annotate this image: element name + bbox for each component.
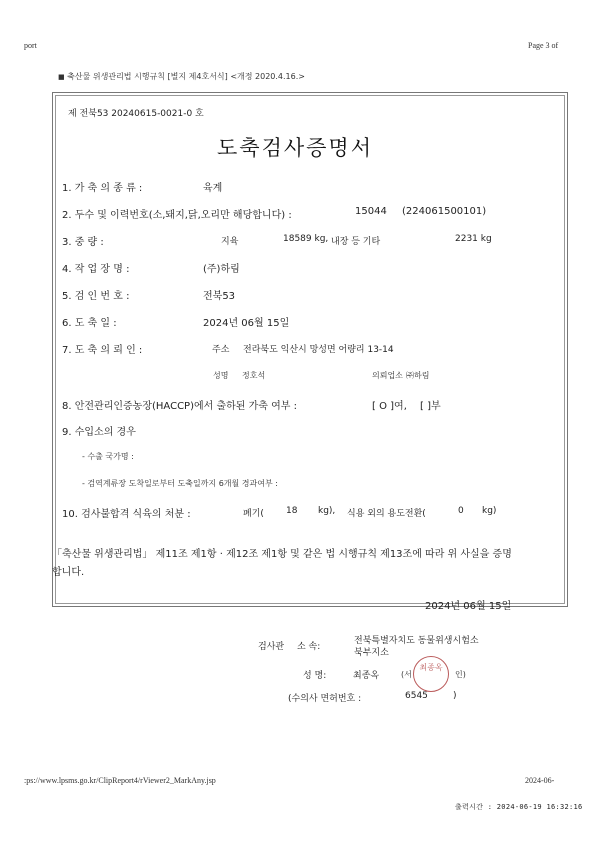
- regulation-text: 축산물 위생관리법 시행규칙 [별지 제4호서식] <개정 2020.4.16.>: [67, 72, 305, 81]
- item-3-extra: 내장 등 기타: [331, 237, 381, 247]
- item-9-period: - 검역계류장 도착일로부터 도축일까지 6개월 경과여부 :: [82, 479, 278, 488]
- doc-number: 제 전북53 20240615-0021-0 호: [68, 109, 204, 119]
- inspector-label: 검사관: [258, 642, 285, 652]
- item-10-discard-label: 폐기(: [243, 509, 264, 519]
- print-footer-date: 2024-06-: [525, 776, 555, 785]
- item-6-label: 6. 도 축 일 :: [62, 318, 117, 329]
- item-8-no: [ ]부: [420, 401, 441, 412]
- print-header-right: Page 3 of: [528, 41, 559, 50]
- item-7-address: 전라북도 익산시 망성면 어량리 13-14: [243, 345, 394, 355]
- item-7-company: ㈜하림: [406, 371, 430, 380]
- item-6-value: 2024년 06월 15일: [203, 318, 290, 329]
- item-3-weight: 18589 kg,: [283, 234, 329, 244]
- item-10-other-unit: kg): [482, 506, 497, 516]
- page-title: 도축검사증명서: [217, 136, 374, 160]
- square-marker-icon: ■: [58, 73, 65, 81]
- inspector-name-label: 성 명:: [303, 671, 327, 681]
- item-5-label: 5. 검 인 번 호 :: [62, 291, 130, 302]
- item-3-extra-weight: 2231 kg: [455, 234, 492, 244]
- inspector-org-label: 소 속:: [297, 642, 321, 652]
- official-seal-stamp: 최종옥: [413, 656, 449, 692]
- item-7-name: 정호석: [242, 371, 266, 380]
- item-2-count: 15044: [355, 206, 387, 217]
- item-2-trace: (224061500101): [402, 206, 487, 217]
- item-10-other-value: 0: [458, 506, 464, 516]
- item-9-label: 9. 수입소의 경우: [62, 427, 136, 438]
- license-label: (수의사 면허번호 :: [288, 694, 362, 704]
- item-7-address-label: 주소: [212, 345, 230, 355]
- form-regulation: [58, 71, 305, 82]
- item-10-label: 10. 검사불합격 식육의 처분 :: [62, 509, 191, 520]
- item-7-company-label: 의뢰업소: [372, 371, 403, 380]
- item-9-country: - 수출 국가명 :: [82, 452, 134, 461]
- item-4-label: 4. 작 업 장 명 :: [62, 264, 130, 275]
- print-footer-url: :ps://www.lpsms.go.kr/ClipReport4/rViewer2_MarkAny.jsp: [24, 776, 216, 785]
- signature-close: 인): [455, 670, 466, 679]
- item-10-discard-unit: kg),: [318, 506, 336, 516]
- certify-date: 2024년 06월 15일: [425, 601, 512, 612]
- certify-line-1: 「축산물 위생관리법」 제11조 제1항 · 제12조 제1항 및 같은 법 시행규칙 제13조에 따라 위 사실을 증명: [52, 549, 512, 560]
- signature-open: (서: [401, 670, 412, 679]
- print-timestamp: 출력시간 : 2024-06-19 16:32:16: [455, 803, 583, 811]
- inspector-org-line-1: 전북특별자치도 동물위생시험소: [354, 636, 479, 646]
- item-8-yes: [ O ]여,: [372, 401, 407, 412]
- license-close: ): [453, 691, 457, 701]
- item-1-label: 1. 가 축 의 종 류 :: [62, 183, 143, 194]
- item-2-label: 2. 두수 및 이력번호(소,돼지,닭,오리만 해당합니다) :: [62, 210, 292, 221]
- item-4-value: (주)하림: [203, 264, 240, 275]
- item-10-discard-value: 18: [286, 506, 298, 516]
- item-3-label: 3. 중 량 :: [62, 237, 104, 248]
- certify-line-2: 합니다.: [52, 567, 85, 578]
- item-1-value: 육계: [203, 183, 223, 194]
- license-number: 6545: [405, 691, 428, 701]
- item-5-value: 전북53: [203, 291, 236, 302]
- print-header-left: port: [24, 41, 37, 50]
- inspector-org-line-2: 북부지소: [354, 648, 389, 658]
- item-7-name-label: 성명: [213, 371, 229, 380]
- item-8-label: 8. 안전관리인증농장(HACCP)에서 출하된 가축 여부 :: [62, 401, 298, 412]
- item-7-label: 7. 도 축 의 뢰 인 :: [62, 345, 143, 356]
- item-10-other-label: 식용 외의 용도전환(: [347, 509, 426, 519]
- inspector-name: 최종옥: [353, 671, 380, 681]
- item-3-kind: 지육: [221, 237, 239, 247]
